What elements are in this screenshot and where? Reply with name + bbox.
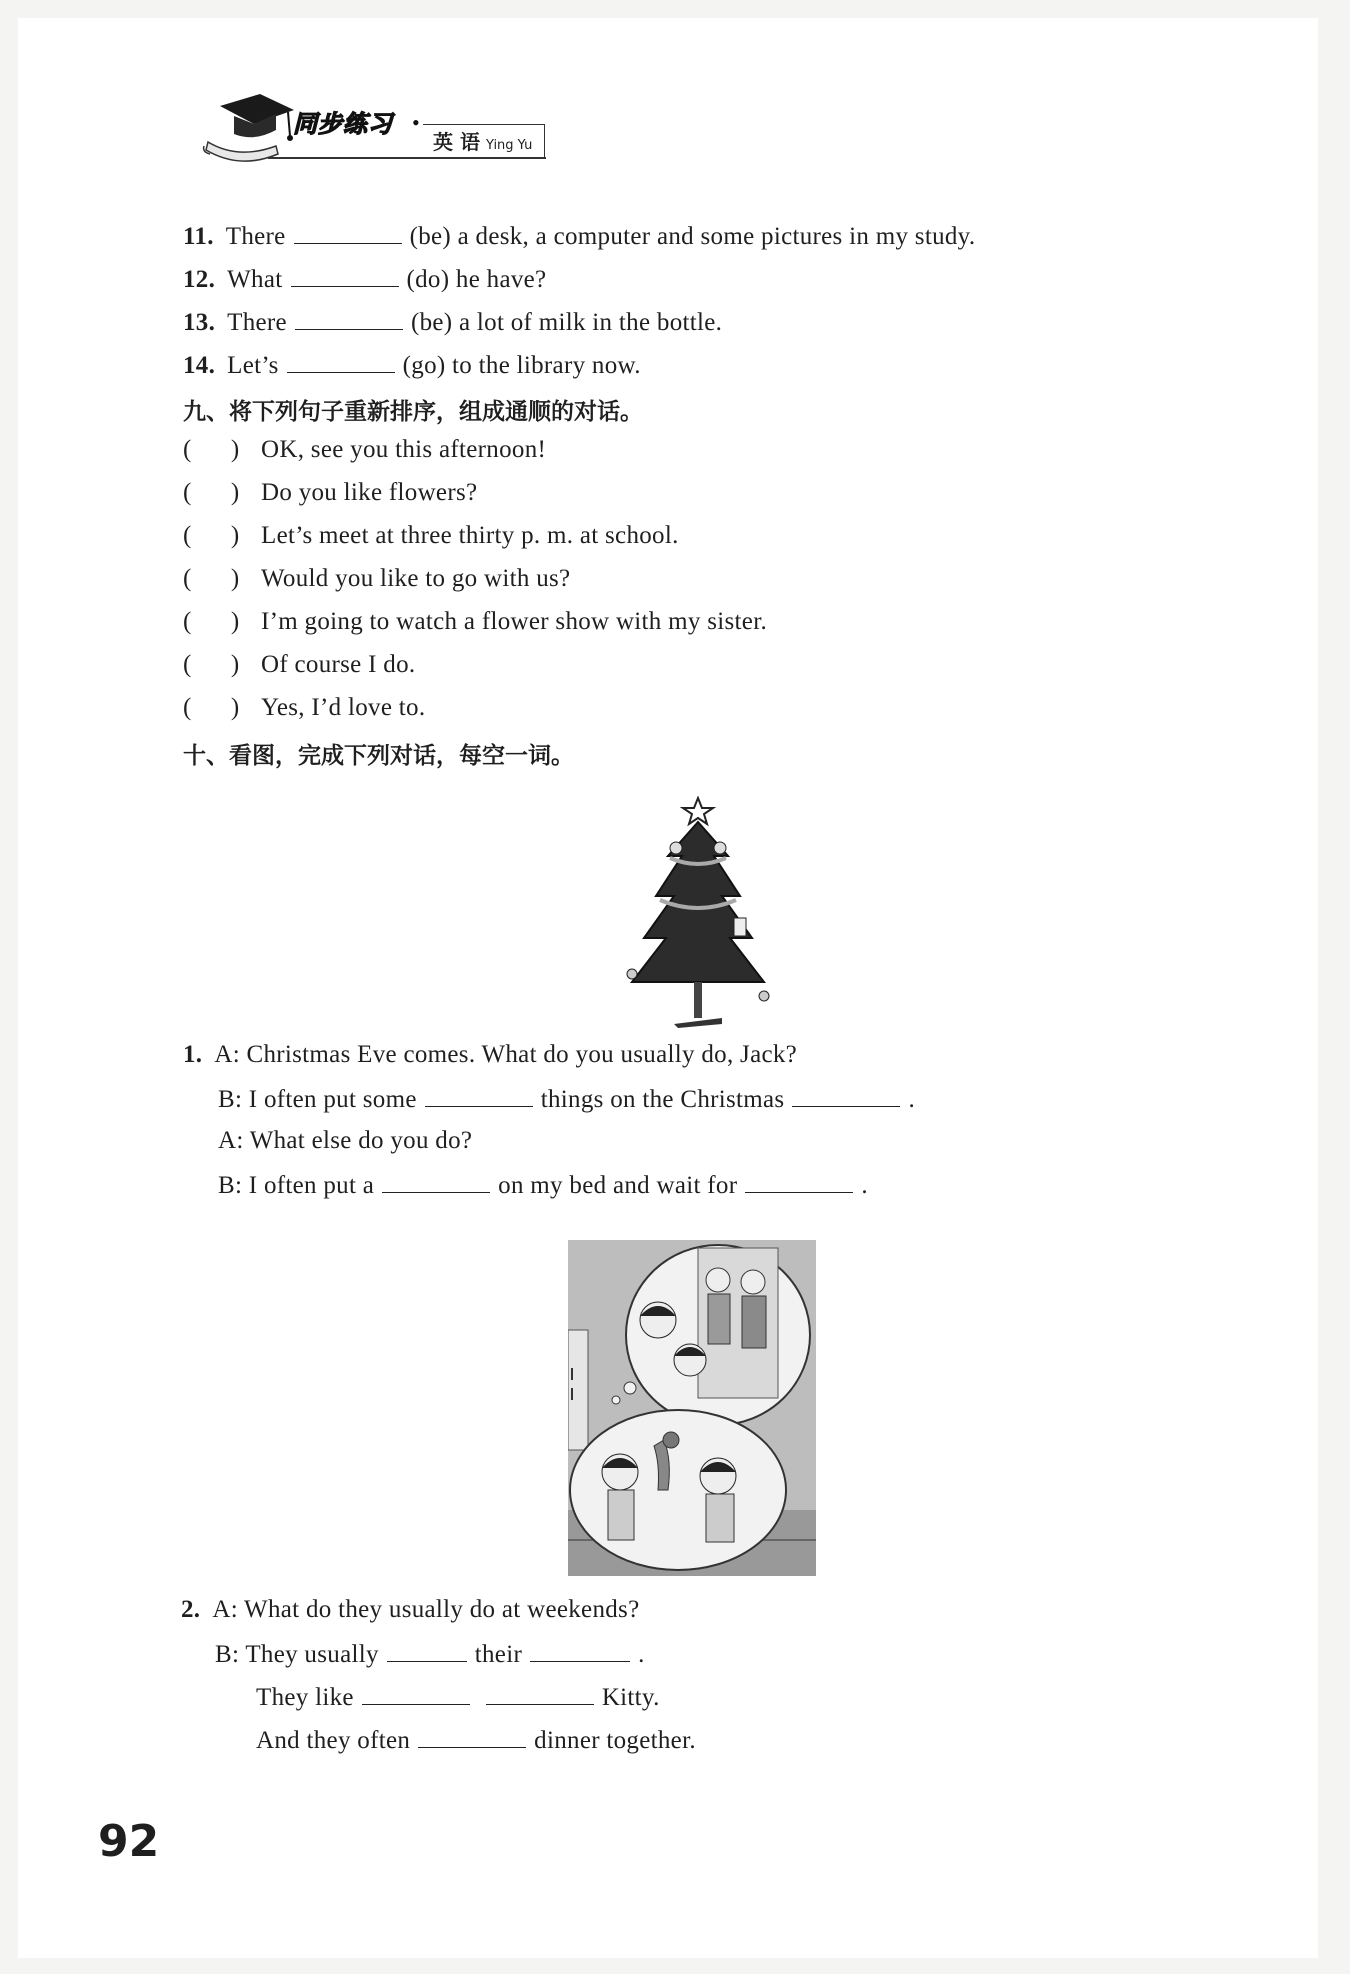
order-item (183, 694, 425, 722)
dialogue-2-b1 (215, 1639, 645, 1669)
order-bracket[interactable]: ( ) (183, 479, 240, 506)
order-item-text: OK, see you this afternoon! (261, 436, 547, 463)
dialogue-text: on my bed and wait for (498, 1172, 738, 1199)
order-item-text: Let’s meet at three thirty p. m. at school. (261, 522, 679, 549)
order-bracket[interactable]: ( ) (183, 565, 240, 592)
dialogue-text: . (638, 1641, 645, 1668)
answer-blank[interactable] (425, 1084, 533, 1107)
dialogue-text: B: They usually (215, 1641, 379, 1668)
answer-blank[interactable] (792, 1084, 900, 1107)
brand-dot: • (412, 110, 420, 135)
order-bracket[interactable]: ( ) (183, 608, 240, 635)
exercise-13 (183, 307, 722, 337)
question-prefix: What (227, 266, 283, 293)
section-10-title: 十、看图，完成下列对话，每空一词。 (183, 743, 574, 769)
answer-blank[interactable] (530, 1639, 630, 1662)
page-number: 92 (98, 1816, 160, 1867)
answer-blank[interactable] (387, 1639, 467, 1662)
dialogue-text: They like (256, 1684, 354, 1711)
subject-label (423, 124, 545, 158)
order-item-text: Would you like to go with us? (261, 565, 571, 592)
question-number: 11. (183, 223, 214, 250)
christmas-tree-illustration (618, 796, 778, 1030)
question-prefix: There (225, 223, 286, 250)
header-divider (268, 157, 546, 159)
exercise-11 (183, 221, 975, 251)
family-visit-illustration (568, 1240, 816, 1576)
answer-blank[interactable] (382, 1170, 490, 1193)
dialogue-text: B: I often put a (218, 1172, 375, 1199)
question-number: 1. (183, 1041, 203, 1068)
order-item (183, 651, 415, 679)
exercise-12 (183, 264, 546, 294)
question-suffix: (do) he have? (406, 266, 547, 293)
order-item (183, 608, 767, 636)
brand-title: 同步练习 (293, 110, 393, 138)
dialogue-text: . (861, 1172, 868, 1199)
order-item (183, 565, 570, 593)
dialogue-text: A: What do they usually do at weekends? (212, 1596, 640, 1623)
order-bracket[interactable]: ( ) (183, 522, 240, 549)
dialogue-text: B: I often put some (218, 1086, 417, 1113)
dialogue-1-b1 (218, 1084, 915, 1114)
section-9-title: 九、将下列句子重新排序，组成通顺的对话。 (183, 399, 643, 425)
question-number: 13. (183, 309, 216, 336)
question-suffix: (be) a desk, a computer and some pictures in my study. (409, 223, 976, 250)
page-header (198, 90, 558, 170)
question-prefix: Let’s (227, 352, 279, 379)
order-item (183, 479, 477, 507)
dialogue-text: Kitty. (601, 1684, 660, 1711)
order-bracket[interactable]: ( ) (183, 694, 240, 721)
question-prefix: There (227, 309, 287, 336)
subject-name: 英 语 (433, 130, 480, 154)
order-bracket[interactable]: ( ) (183, 651, 240, 678)
question-suffix: (go) to the library now. (402, 352, 641, 379)
order-bracket[interactable]: ( ) (183, 436, 240, 463)
dialogue-1-a1 (183, 1041, 797, 1069)
exercise-14 (183, 350, 641, 380)
answer-blank[interactable] (362, 1682, 470, 1705)
dialogue-text: . (908, 1086, 916, 1113)
question-number: 12. (183, 266, 216, 293)
dialogue-1-b2 (218, 1170, 868, 1200)
workbook-page (18, 18, 1318, 1958)
dialogue-text: A: Christmas Eve comes. What do you usually do, Jack? (214, 1041, 798, 1068)
dialogue-text: things on the Christmas (540, 1086, 785, 1113)
dialogue-2-a1 (181, 1596, 639, 1624)
order-item (183, 522, 679, 550)
question-suffix: (be) a lot of milk in the bottle. (410, 309, 723, 336)
order-item-text: I’m going to watch a flower show with my sister. (261, 608, 767, 635)
dialogue-text: And they often (256, 1727, 411, 1754)
dialogue-text: A: What else do you do? (218, 1127, 473, 1154)
subject-pinyin: Ying Yu (485, 138, 533, 153)
answer-blank[interactable] (486, 1682, 594, 1705)
dialogue-1-a2 (218, 1127, 472, 1155)
dialogue-text: their (474, 1641, 523, 1668)
dialogue-2-l2 (256, 1682, 660, 1712)
answer-blank[interactable] (418, 1725, 526, 1748)
answer-blank[interactable] (745, 1170, 853, 1193)
question-number: 2. (181, 1596, 201, 1623)
answer-blank[interactable] (294, 221, 402, 244)
dialogue-text: dinner together. (534, 1727, 696, 1754)
order-item-text: Do you like flowers? (261, 479, 478, 506)
answer-blank[interactable] (287, 350, 395, 373)
dialogue-2-l3 (256, 1725, 696, 1755)
order-item (183, 436, 546, 464)
order-item-text: Yes, I’d love to. (261, 694, 426, 721)
answer-blank[interactable] (291, 264, 399, 287)
answer-blank[interactable] (295, 307, 403, 330)
question-number: 14. (183, 352, 216, 379)
order-item-text: Of course I do. (261, 651, 416, 678)
